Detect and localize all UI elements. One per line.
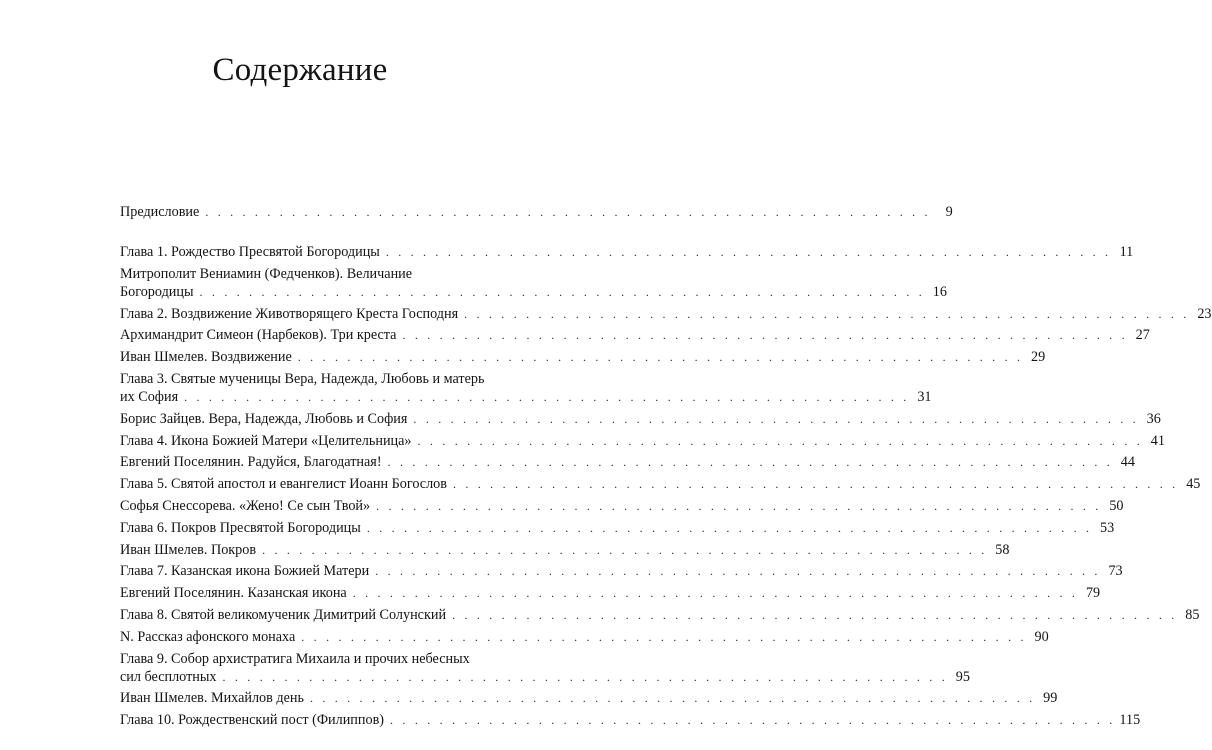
toc-page-number: 44 xyxy=(1120,454,1135,471)
toc-dot-leader: . . . . . . . . . . . . . . . . . . . . . . . . . . . . . . . . . . . . . . . . . . . . . . . . . . . . . . . . . . . xyxy=(262,542,988,557)
toc-entry-title: N. Рассказ афонского монаха xyxy=(120,628,296,645)
toc-entry[interactable] xyxy=(120,497,1124,515)
toc-entry-title: Архимандрит Симеон (Нарбеков). Три креста xyxy=(120,327,397,344)
toc-page-number: 36 xyxy=(1146,410,1161,427)
toc-entry-title: Глава 4. Икона Божией Матери «Целительница» xyxy=(120,432,412,449)
toc-page-number: 41 xyxy=(1150,432,1165,449)
toc-entry-line xyxy=(120,388,932,406)
toc-dot-leader: . . . . . . . . . . . . . . . . . . . . . . . . . . . . . . . . . . . . . . . . . . . . . . . . . . . . . . . . . . . xyxy=(376,498,1102,513)
toc-entry-title: Глава 6. Покров Пресвятой Богородицы xyxy=(120,519,361,536)
toc-entry-title: Богородицы xyxy=(120,283,194,300)
toc-entry[interactable] xyxy=(120,453,1135,471)
toc-dot-leader: . . . . . . . . . . . . . . . . . . . . . . . . . . . . . . . . . . . . . . . . . . . . . . . . . . . . . . . . . . . xyxy=(402,328,1128,343)
toc-entry-title: Иван Шмелев. Воздвижение xyxy=(120,349,292,366)
toc-entry-title: Предисловие xyxy=(120,204,200,220)
toc-page-number: 73 xyxy=(1108,563,1123,580)
toc-page-number: 90 xyxy=(1034,628,1049,645)
toc-entry[interactable] xyxy=(120,326,1150,344)
toc-dot-leader: . . . . . . . . . . . . . . . . . . . . . . . . . . . . . . . . . . . . . . . . . . . . . . . . . . . . . . . . . . . xyxy=(184,389,910,404)
toc-entry[interactable] xyxy=(120,541,1010,559)
toc-entry[interactable] xyxy=(120,243,1134,261)
toc-entry[interactable] xyxy=(120,475,1201,493)
toc-entry[interactable] xyxy=(120,689,1058,707)
toc-page-number: 29 xyxy=(1030,349,1046,366)
toc-spacer xyxy=(120,221,484,243)
toc-entry-title: Евгений Поселянин. Казанская икона xyxy=(120,585,347,602)
toc-dot-leader: . . . . . . . . . . . . . . . . . . . . . . . . . . . . . . . . . . . . . . . . . . . . . . . . . . . . . . . . . . . xyxy=(309,691,1036,706)
toc-entry-title: Глава 2. Воздвижение Животворящего Креста Господня xyxy=(120,305,459,322)
toc-page-number: 16 xyxy=(932,283,947,300)
toc-page-number: 45 xyxy=(1186,476,1201,493)
toc-entry-title: Глава 1. Рождество Пресвятой Богородицы xyxy=(120,244,380,260)
toc-dot-leader: . . . . . . . . . . . . . . . . . . . . . . . . . . . . . . . . . . . . . . . . . . . . . . . . . . . . . . . . . . . xyxy=(464,306,1190,321)
toc-page-number: 53 xyxy=(1100,519,1115,536)
toc-entry[interactable] xyxy=(120,628,1049,646)
toc-entry-title: Софья Снессорева. «Жено! Се сын Твой» xyxy=(120,497,371,514)
toc-dot-leader: . . . . . . . . . . . . . . . . . . . . . . . . . . . . . . . . . . . . . . . . . . . . . . . . . . . . . . . . . . . xyxy=(385,245,1112,259)
toc-entry-line xyxy=(120,265,484,283)
toc-dot-leader: . . . . . . . . . . . . . . . . . . . . . . . . . . . . . . . . . . . . . . . . . . . . . . . . . . . . . . . . . . . xyxy=(205,205,931,219)
toc-dot-leader: . . . . . . . . . . . . . . . . . . . . . . . . . . . . . . . . . . . . . . . . . . . . . . . . . . . . . . . . . . . xyxy=(387,455,1113,470)
toc-entry[interactable] xyxy=(120,410,1161,428)
toc-entry[interactable] xyxy=(120,606,1200,624)
page-title: Содержание xyxy=(212,52,388,88)
toc-page-number: 99 xyxy=(1043,690,1058,707)
toc-page-number: 11 xyxy=(1119,244,1134,260)
toc-page-number: 85 xyxy=(1185,606,1200,623)
toc-entry[interactable] xyxy=(120,432,1165,450)
toc-dot-leader: . . . . . . . . . . . . . . . . . . . . . . . . . . . . . . . . . . . . . . . . . . . . . . . . . . . . . . . . . . . xyxy=(352,586,1079,601)
toc-entry-title: Глава 5. Святой апостол и евангелист Иоанн Богослов xyxy=(120,476,447,493)
toc-dot-leader: . . . . . . . . . . . . . . . . . . . . . . . . . . . . . . . . . . . . . . . . . . . . . . . . . . . . . . . . . . . xyxy=(452,477,1179,492)
toc-page-number: 27 xyxy=(1135,327,1150,344)
toc-entry-title: Иван Шмелев. Покров xyxy=(120,541,257,558)
toc-entry-title: Глава 10. Рождественский пост (Филиппов) xyxy=(120,712,385,729)
toc-dot-leader: . . . . . . . . . . . . . . . . . . . . . . . . . . . . . . . . . . . . . . . . . . . . . . . . . . . . . . . . . . . xyxy=(417,433,1143,448)
toc-entry-title: Глава 9. Собор архистратига Михаила и прочих небесных xyxy=(120,650,470,667)
toc-entry-title: сил бесплотных xyxy=(120,668,217,685)
toc-entry-line xyxy=(120,283,947,301)
toc-page-number: 23 xyxy=(1197,305,1212,322)
toc-dot-leader: . . . . . . . . . . . . . . . . . . . . . . . . . . . . . . . . . . . . . . . . . . . . . . . . . . . . . . . . . . . xyxy=(375,564,1101,579)
toc-page-number: 50 xyxy=(1109,497,1124,514)
toc-dot-leader: . . . . . . . . . . . . . . . . . . . . . . . . . . . . . . . . . . . . . . . . . . . . . . . . . . . . . . . . . . . xyxy=(413,411,1139,426)
toc-dot-leader: . . . . . . . . . . . . . . . . . . . . . . . . . . . . . . . . . . . . . . . . . . . . . . . . . . . . . . . . . . . xyxy=(390,713,1116,728)
toc-entry[interactable] xyxy=(120,562,1123,580)
toc-entry-title: Глава 3. Святые мученицы Вера, Надежда, Любовь и матерь xyxy=(120,370,485,387)
toc-page-number: 31 xyxy=(917,388,932,405)
toc-entry[interactable] xyxy=(120,305,1212,323)
toc-page-number: 115 xyxy=(1119,712,1141,729)
toc-dot-leader: . . . . . . . . . . . . . . . . . . . . . . . . . . . . . . . . . . . . . . . . . . . . . . . . . . . . . . . . . . . xyxy=(222,669,948,684)
toc-dot-leader: . . . . . . . . . . . . . . . . . . . . . . . . . . . . . . . . . . . . . . . . . . . . . . . . . . . . . . . . . . . xyxy=(301,629,1027,644)
toc-entry-title: Евгений Поселянин. Радуйся, Благодатная! xyxy=(120,454,382,471)
toc-entry-title: Глава 7. Казанская икона Божией Матери xyxy=(120,563,370,580)
toc-entry-title: Глава 8. Святой великомученик Димитрий Солунский xyxy=(120,606,447,623)
toc-page-number: 58 xyxy=(995,541,1010,558)
toc-entry[interactable] xyxy=(120,265,947,301)
toc-entry-line xyxy=(120,370,484,388)
toc-entry-title: Митрополит Вениамин (Федченков). Величание xyxy=(120,265,413,282)
toc-entry-title: Борис Зайцев. Вера, Надежда, Любовь и София xyxy=(120,410,408,427)
toc-entry[interactable] xyxy=(120,370,932,406)
toc-entry[interactable] xyxy=(120,650,970,686)
toc-dot-leader: . . . . . . . . . . . . . . . . . . . . . . . . . . . . . . . . . . . . . . . . . . . . . . . . . . . . . . . . . . . xyxy=(297,350,1024,365)
toc-page-number: 79 xyxy=(1085,585,1101,602)
table-of-contents xyxy=(120,203,1212,729)
toc-entry-line xyxy=(120,650,484,668)
toc-page-number: 9 xyxy=(945,204,953,220)
toc-dot-leader: . . . . . . . . . . . . . . . . . . . . . . . . . . . . . . . . . . . . . . . . . . . . . . . . . . . . . . . . . . . xyxy=(199,284,925,299)
toc-entry[interactable] xyxy=(120,519,1115,537)
toc-entry-title: их София xyxy=(120,388,179,405)
toc-dot-leader: . . . . . . . . . . . . . . . . . . . . . . . . . . . . . . . . . . . . . . . . . . . . . . . . . . . . . . . . . . . xyxy=(366,520,1093,535)
toc-entry-title: Иван Шмелев. Михайлов день xyxy=(120,690,304,707)
toc-entry-line xyxy=(120,668,970,686)
toc-dot-leader: . . . . . . . . . . . . . . . . . . . . . . . . . . . . . . . . . . . . . . . . . . . . . . . . . . . . . . . . . . . xyxy=(452,607,1178,622)
toc-entry[interactable] xyxy=(120,711,1141,729)
toc-entry[interactable] xyxy=(120,203,953,221)
toc-entry[interactable] xyxy=(120,584,1101,602)
toc-entry[interactable] xyxy=(120,348,1046,366)
toc-page-number: 95 xyxy=(955,668,970,685)
